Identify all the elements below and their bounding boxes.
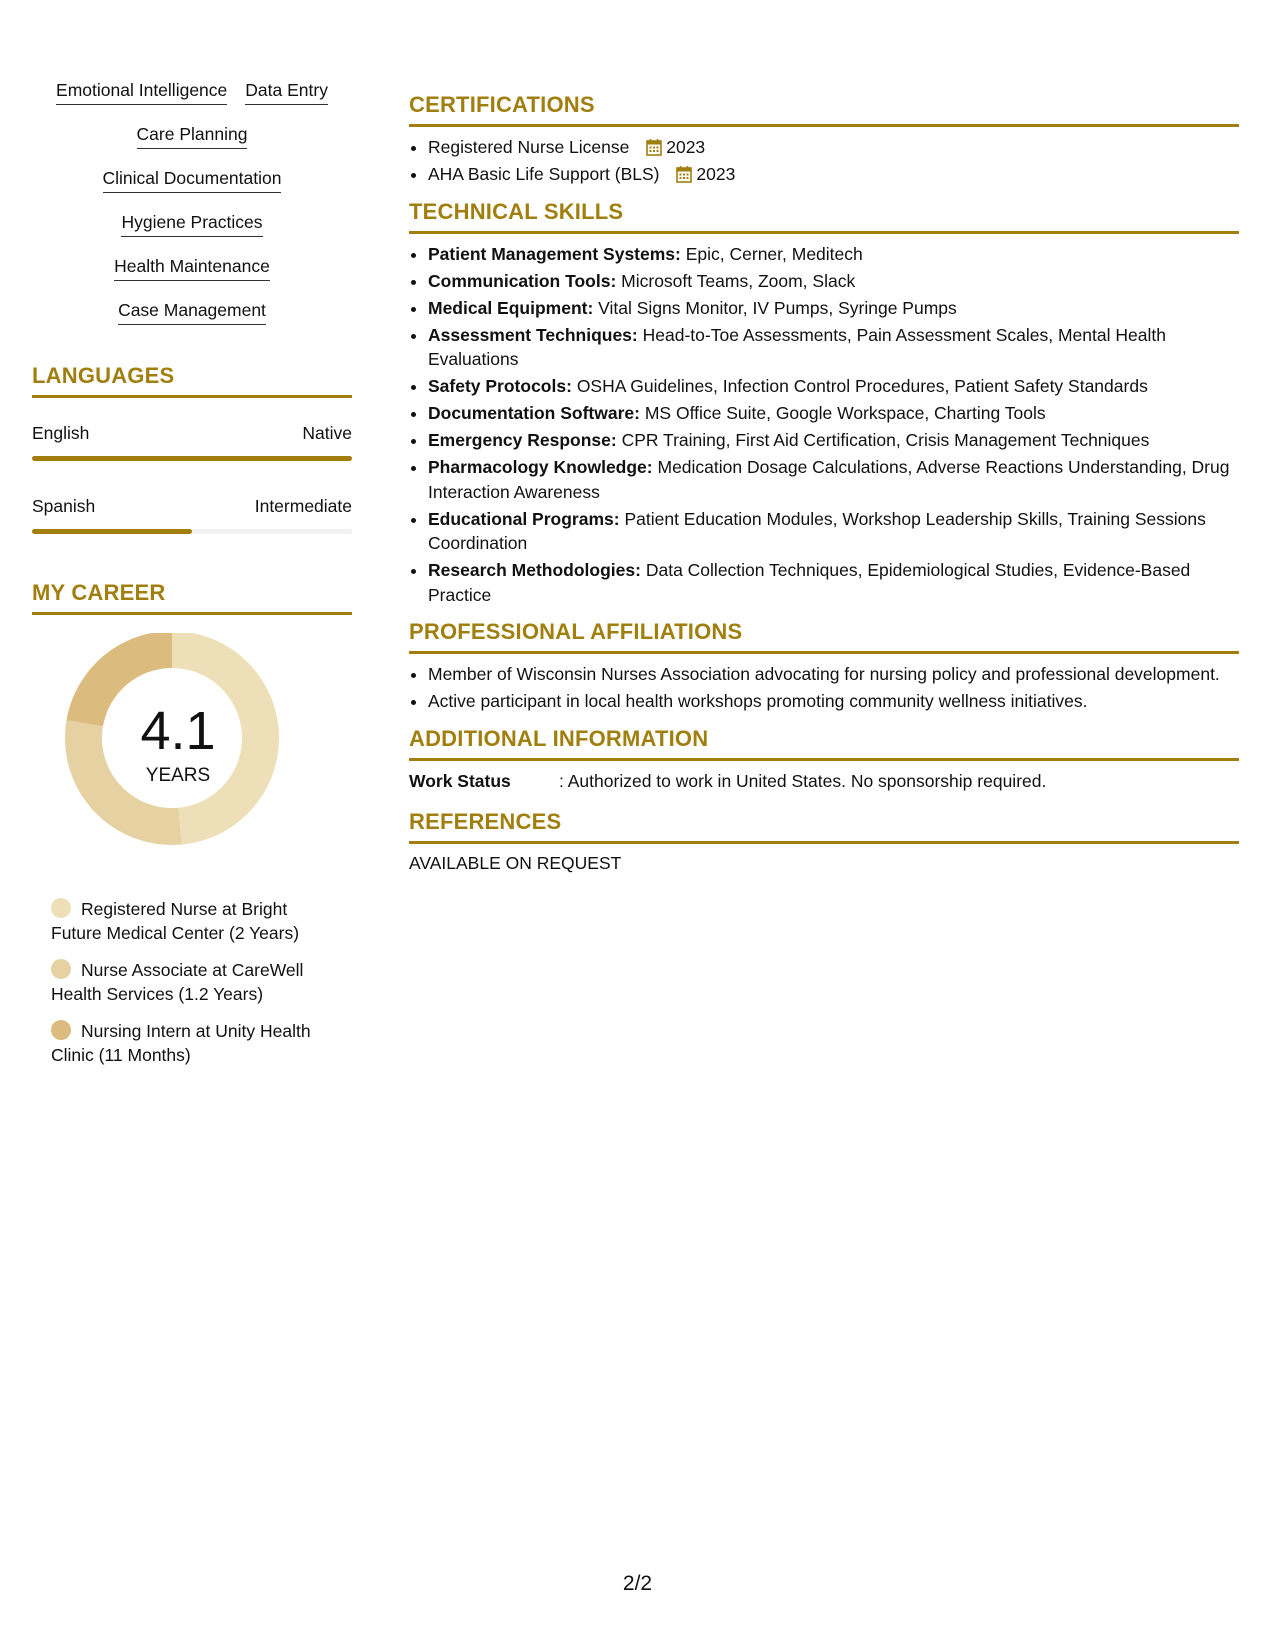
skill-item: • Patient Management Systems: Epic, Cerner, Meditech xyxy=(428,242,1239,267)
language-item xyxy=(32,495,352,517)
language-name: English xyxy=(32,423,90,443)
legend-dot xyxy=(51,898,71,918)
section-title: REFERENCES xyxy=(409,808,562,834)
career-donut-chart xyxy=(32,633,352,873)
affiliations-section xyxy=(409,619,1239,714)
skill-item: • Emergency Response: CPR Training, First Aid Certification, Crisis Management Techniques xyxy=(428,428,1239,453)
skill-tag: Clinical Documentation xyxy=(103,168,282,193)
section-title: PROFESSIONAL AFFILIATIONS xyxy=(409,619,743,644)
skill-tag: Health Maintenance xyxy=(114,256,270,281)
technical-skills-section xyxy=(409,199,1239,608)
calendar-icon xyxy=(646,138,662,156)
section-divider xyxy=(409,124,1239,127)
section-title: ADDITIONAL INFORMATION xyxy=(409,725,709,751)
skill-tag: Data Entry xyxy=(245,80,328,105)
work-status-label: Work Status xyxy=(409,770,511,791)
right-column xyxy=(409,92,1239,874)
skill-item: • Pharmacology Knowledge: Medication Dosage Calculations, Adverse Reactions Understanding, Drug Interaction Awareness xyxy=(428,455,1239,504)
additional-info-section xyxy=(409,726,1239,793)
section-divider xyxy=(409,841,1239,844)
section-divider xyxy=(32,612,352,615)
language-proficiency-bar xyxy=(32,529,352,534)
language-level: Intermediate xyxy=(254,496,352,516)
skill-item: • Safety Protocols: OSHA Guidelines, Infection Control Procedures, Patient Safety Standards xyxy=(428,374,1239,399)
languages-section xyxy=(32,363,352,534)
section-divider xyxy=(409,651,1239,654)
language-proficiency-bar xyxy=(32,456,352,461)
skill-item: • Educational Programs: Patient Education Modules, Workshop Leadership Skills, Training Sessions Coordination xyxy=(428,507,1239,556)
skill-tag: Care Planning xyxy=(137,124,248,149)
section-title: MY CAREER xyxy=(32,580,166,605)
language-name: Spanish xyxy=(32,496,96,516)
language-list xyxy=(32,422,352,534)
legend-label: Nursing Intern at Unity Health Clinic (11 Months) xyxy=(51,1021,311,1065)
legend-item xyxy=(51,1019,341,1067)
certification-year: 2023 xyxy=(666,137,706,157)
skill-tag: Emotional Intelligence xyxy=(56,80,227,105)
skill-tag: Case Management xyxy=(118,300,266,325)
affiliations-list xyxy=(409,662,1239,714)
legend-item xyxy=(51,897,341,945)
skill-item: • Assessment Techniques: Head-to-Toe Assessments, Pain Assessment Scales, Mental Health Evaluations xyxy=(428,323,1239,372)
technical-skills-list xyxy=(409,242,1239,608)
section-title: TECHNICAL SKILLS xyxy=(409,198,624,224)
left-column xyxy=(32,80,352,1080)
skill-item: • Documentation Software: MS Office Suite, Google Workspace, Charting Tools xyxy=(428,401,1239,426)
legend-dot xyxy=(51,1020,71,1040)
skill-tags xyxy=(32,80,352,325)
section-divider xyxy=(409,231,1239,234)
legend-label: Registered Nurse at Bright Future Medical Center (2 Years) xyxy=(51,899,300,943)
career-section xyxy=(32,580,352,1067)
certification-item: • Registered Nurse License 2023 xyxy=(428,135,1239,160)
certification-year: 2023 xyxy=(696,164,736,184)
language-item xyxy=(32,422,352,444)
section-divider xyxy=(32,395,352,398)
certifications-section xyxy=(409,92,1239,187)
affiliation-item: • Member of Wisconsin Nurses Association advocating for nursing policy and professional development. xyxy=(428,662,1239,687)
legend-label: Nurse Associate at CareWell Health Services (1.2 Years) xyxy=(51,960,304,1004)
skill-item: • Communication Tools: Microsoft Teams, Zoom, Slack xyxy=(428,269,1239,294)
career-legend xyxy=(32,897,352,1067)
skill-item: • Medical Equipment: Vital Signs Monitor, IV Pumps, Syringe Pumps xyxy=(428,296,1239,321)
legend-dot xyxy=(51,959,71,979)
language-proficiency-fill xyxy=(32,456,352,461)
language-level: Native xyxy=(302,423,352,443)
page-number: 2/2 xyxy=(622,1572,653,1595)
affiliation-item: • Active participant in local health workshops promoting community wellness initiatives. xyxy=(428,689,1239,714)
section-divider xyxy=(409,758,1239,761)
section-title: LANGUAGES xyxy=(32,363,175,388)
career-total-unit: YEARS xyxy=(145,765,211,786)
career-total-value: 4.1 xyxy=(140,701,216,761)
references-section xyxy=(409,809,1239,874)
section-title: CERTIFICATIONS xyxy=(409,92,595,117)
language-proficiency-fill xyxy=(32,529,192,534)
legend-item xyxy=(51,958,341,1006)
work-status-row xyxy=(409,769,1239,793)
certification-list xyxy=(409,135,1239,187)
work-status-value: : Authorized to work in United States. No sponsorship required. xyxy=(559,770,1047,791)
skill-tag: Hygiene Practices xyxy=(121,212,262,237)
skill-item: • Research Methodologies: Data Collection Techniques, Epidemiological Studies, Evidence-Based Practice xyxy=(428,558,1239,607)
references-text: AVAILABLE ON REQUEST xyxy=(409,852,622,873)
certification-item: • AHA Basic Life Support (BLS) 2023 xyxy=(428,162,1239,187)
calendar-icon xyxy=(676,165,692,183)
